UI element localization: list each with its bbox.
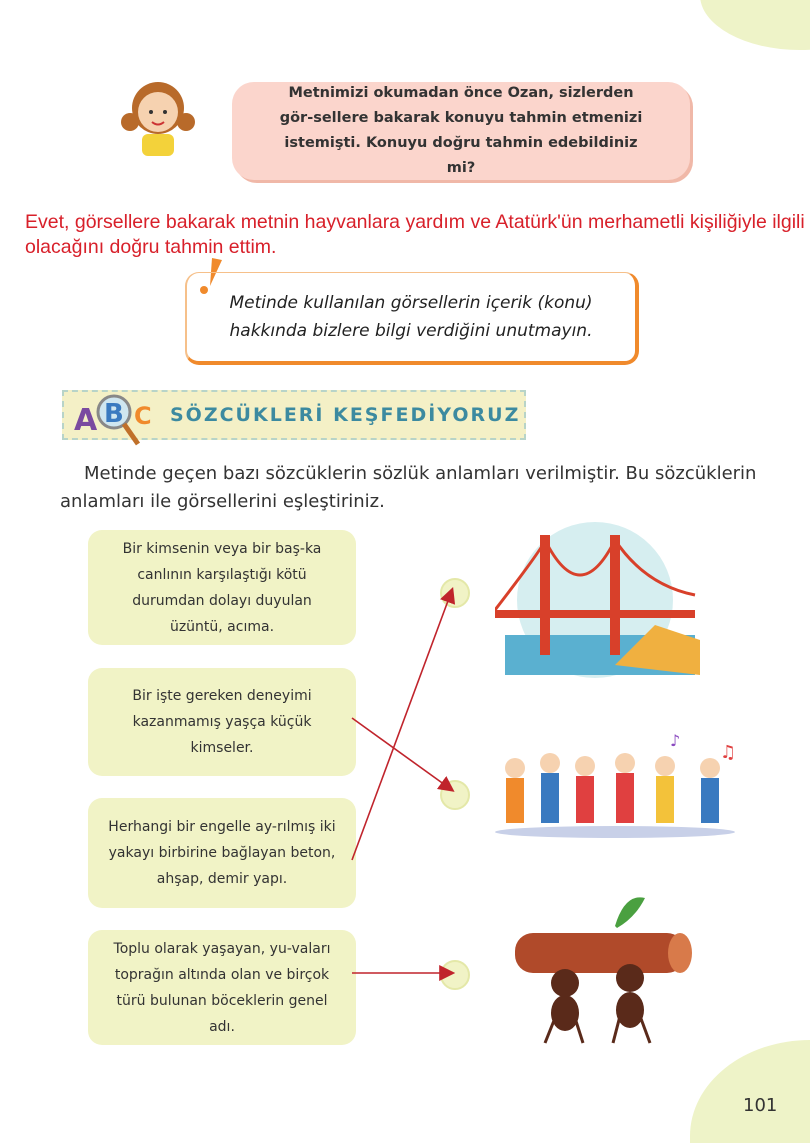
definition-text: Toplu olarak yaşayan, yu-vaları toprağın altında olan ve birçok türü bulunan böceklerin genel adı. [113, 940, 331, 1035]
speech-text: Metnimizi okumadan önce Ozan, sizlerden gör-sellere bakarak konuyu tahmin etmenizi istemişti. Konuyu doğru tahmin edebildiniz mi? [279, 85, 643, 176]
svg-text:♪: ♪ [670, 731, 681, 750]
svg-text:C: C [134, 402, 152, 430]
match-dot-children[interactable] [440, 780, 470, 810]
corner-decoration [700, 0, 810, 50]
student-answer: Evet, görsellere bakarak metnin hayvanlara yardım ve Atatürk'ün merhametli kişiliğiyle ilgili olacağını doğru tahmin ettim. [25, 211, 805, 258]
reminder-note [185, 272, 639, 365]
reminder-text: Metinde kullanılan görsellerin içerik (konu) hakkında bizlere bilgi verdiğini unutmayın. [229, 293, 593, 341]
abc-magnifier-icon [72, 384, 162, 448]
girl-character-icon [118, 72, 198, 157]
match-dot-ants[interactable] [440, 960, 470, 990]
instruction-body: Metinde geçen bazı sözcüklerin sözlük anlamları verilmiştir. Bu sözcüklerin anlamları ile görsellerini eşleştiriniz. [60, 463, 757, 512]
ants-image [505, 888, 695, 1048]
definition-box-2 [88, 668, 356, 776]
definition-text: Herhangi bir engelle ay-rılmış iki yakayı birbirine bağlayan beton, ahşap, demir yapı. [108, 819, 336, 887]
svg-text:A: A [74, 403, 98, 438]
svg-text:B: B [104, 399, 124, 429]
arrow-bridge [352, 590, 452, 860]
definition-text: Bir işte gereken deneyimi kazanmamış yaşça küçük kimseler. [132, 688, 312, 756]
definition-box-1 [88, 530, 356, 645]
section-title: SÖZCÜKLERİ KEŞFEDİYORUZ [170, 404, 521, 426]
children-image [490, 728, 745, 840]
definition-box-4 [88, 930, 356, 1045]
match-dot-bridge[interactable] [440, 578, 470, 608]
section-banner [62, 390, 526, 440]
bridge-image [495, 515, 705, 690]
page-number: 101 [743, 1095, 778, 1116]
definition-box-3 [88, 798, 356, 908]
arrow-children [352, 718, 452, 790]
corner-decoration [690, 1040, 810, 1143]
svg-text:♫: ♫ [720, 742, 737, 763]
definition-text: Bir kimsenin veya bir baş-ka canlının karşılaştığı kötü durumdan dolayı duyulan üzüntü, acıma. [122, 540, 322, 635]
instruction-text [60, 460, 760, 516]
speech-bubble [232, 82, 690, 180]
